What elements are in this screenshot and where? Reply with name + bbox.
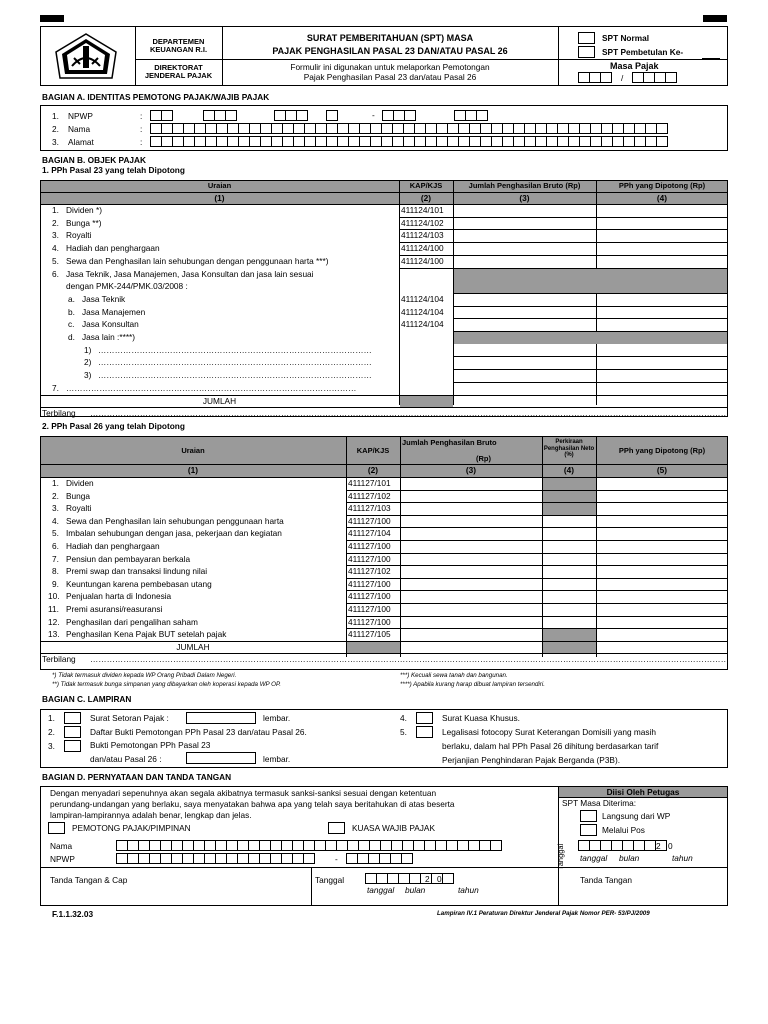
date-year-label: tahun [458,885,479,895]
pph26-neto-gray [543,629,596,641]
footnote-1: *) Tidak termasuk dividen kepada WP Orang Pribadi Dalam Negeri. [52,672,237,679]
pph23-row-label: Jasa Konsultan [82,319,139,330]
pph23-row-kap: 411124/101 [401,205,444,215]
npwp-input-group-6[interactable] [454,110,487,121]
lampiran-1-num: 1. [48,713,55,723]
pph23-col-header: Jumlah Penghasilan Bruto (Rp) [468,181,581,190]
spt-normal-label: SPT Normal [602,33,650,43]
pph26-total-label: JUMLAH [176,641,210,652]
pph23-row-label: Jasa Teknik [82,293,126,304]
masa-pajak-month-input[interactable] [578,72,611,83]
lampiran-ssp-checkbox[interactable] [64,712,81,724]
pph26-row-num: 8. [52,566,59,577]
pph23-row-label: dengan PMK-244/PMK.03/2008 : [66,281,188,292]
pph26-row-kap: 411127/100 [348,553,391,564]
pph26-row-label: Hadiah dan penghargaan [66,541,160,551]
statement-line-2: perundang-undangan yang berlaku, saya menyatakan bahwa apa yang telah saya beritahukan di atas beserta [50,799,455,809]
npwp-input-group-4[interactable] [326,110,337,121]
dept-label-1: DEPARTEMEN [152,37,205,46]
footnote-4: ****) Apabila kurang harap dibuat lampiran tersendiri. [400,681,545,688]
section-a-num: 2. [52,124,59,134]
pph23-col-number: (1) [214,193,225,203]
pph23-row-num: 3) [84,370,92,381]
pph23-row-label: Royalti [66,230,92,241]
pph26-row-label: Penjualan harta di Indonesia [66,591,172,602]
pph26-terbilang-dots[interactable]: …………………………………………………………………………………………………………………………………………………………………………………………………………… [90,654,729,665]
form-title-1: SURAT PEMBERITAHUAN (SPT) MASA [306,33,474,43]
pph23-row-num: 1) [84,344,92,355]
lampiran-domisili-label-3: Perjanjian Penghindaran Pajak Berganda (P3B). [442,755,621,765]
pph23-col-number: (2) [420,193,432,203]
pph26-row-kap: 411127/100 [348,541,391,551]
pph23-subtitle: 1. PPh Pasal 23 yang telah Dipotong [42,165,185,175]
lampiran-ssp-lembar: lembar. [263,713,291,723]
sign-npwp-label: NPWP [50,854,75,864]
pph26-row-label: Premi asuransi/reasuransi [66,604,163,614]
sign-npwp-input-1[interactable] [116,853,314,864]
form-code: F.1.1.32.03 [52,909,94,919]
pph23-row-label: Jasa Teknik, Jasa Manajemen, Jasa Konsultan dan jasa lain sesuai [66,268,314,279]
pph26-row-label: Keuntungan karena pembebasan utang [66,578,212,589]
pph23-terbilang-dots[interactable]: …………………………………………………………………………………………………………………………………………………………………………………………………………… [90,408,729,419]
section-a-colon: : [140,124,143,134]
pph23-gray-block-2 [454,332,727,344]
petugas-day-label: tanggal [580,853,608,863]
pph26-col-number: (5) [656,465,668,475]
lampiran-bukti-lembar: lembar. [263,754,291,764]
date-day-label: tanggal [367,885,395,895]
pph26-col-number: (2) [367,465,379,475]
pph26-neto-gray [543,491,596,503]
pph26-row-label: Penghasilan dari pengalihan saham [66,616,198,627]
pph23-row-label: Hadiah dan penghargaan [66,243,160,254]
spt-diterima-label: SPT Masa Diterima: [562,798,637,808]
pph23-row-num: 2. [52,217,59,228]
date-month-label: bulan [405,885,426,895]
pph26-neto-gray [543,478,596,490]
pph26-col-number: (3) [465,465,477,475]
lampiran-daftar-checkbox[interactable] [64,726,81,738]
pph26-table [40,436,728,670]
pph26-col-header-pph: PPh yang Dipotong (Rp) [618,446,706,455]
spt-normal-checkbox[interactable] [578,32,595,44]
petugas-year-label: tahun [672,853,693,863]
section-b-title: BAGIAN B. OBJEK PAJAK [42,155,147,165]
lampiran-footer: Lampiran IV.1 Peraturan Direktur Jenderal Pajak Nomor PER- 53/PJ/2009 [437,910,650,917]
dir-label-1: DIREKTORAT [154,63,203,72]
lampiran-bukti-checkbox[interactable] [64,740,81,752]
pph26-neto-gray [543,503,596,515]
statement-line-3: lampiran-lampirannya adalah benar, lengkap dan jelas. [50,810,252,820]
pph26-row-kap: 411127/100 [348,604,391,614]
nama-input[interactable] [150,123,667,134]
pph23-row-label: Bunga **) [66,217,102,228]
pph26-col-header-uraian: Uraian [181,446,205,455]
pph26-row-label: Dividen [66,478,94,488]
pph23-row-num: c. [68,319,75,330]
pph26-col-header-kap: KAP/KJS [356,446,390,455]
section-a-label: Nama [68,124,91,134]
pph23-gray-block-1 [454,269,727,293]
pph26-row-kap: 411127/104 [348,528,391,539]
masa-pajak-slash: / [621,73,624,83]
pph23-row-kap: 411124/100 [401,243,444,254]
pph26-row-label: Penghasilan Kena Pajak BUT setelah pajak [66,629,227,640]
pph26-row-label: Sewa dan Penghasilan lain sehubungan penggunaan harta [66,515,284,526]
petugas-digit-2: 2 [656,841,661,851]
pemotong-checkbox[interactable] [48,822,65,834]
form-title-2: PAJAK PENGHASILAN PASAL 23 DAN/ATAU PASAL 26 [272,46,508,56]
pph26-row-num: 9. [52,578,59,589]
pph23-col-header: KAP/KJS [409,181,443,190]
corner-mark-left [40,15,64,22]
pph26-col-header-neto: Perkiraan Penghasilan Neto (%) [543,439,595,459]
section-a-label: Alamat [68,137,94,147]
pph23-row-num: d. [68,332,75,342]
langsung-label: Langsung dari WP [602,811,671,821]
lampiran-domisili-label-1: Legalisasi fotocopy Surat Keterangan Domisili yang masih [442,727,656,737]
pph26-row-kap: 411127/102 [348,490,391,501]
pph23-row-label: Dividen *) [66,205,102,215]
lampiran-bukti-label-1: Bukti Pemotongan PPh Pasal 23 [90,740,211,750]
pph23-row-label: …………………………………………………………………………………………… [66,382,357,393]
pph23-row-label: Jasa Manajemen [82,306,146,317]
lampiran-2-num: 2. [48,727,55,737]
petugas-title: Diisi Oleh Petugas [606,787,680,797]
statement-line-1: Dengan menyadari sepenuhnya akan segala akibatnya termasuk sanksi-sanksi sesuai dengan ketentuan [50,788,437,798]
petugas-date-input[interactable] [578,840,666,851]
lampiran-ssp-label: Surat Setoran Pajak : [90,713,169,723]
pph26-row-kap: 411127/101 [348,478,391,488]
npwp-dash: - [372,110,375,120]
pph23-row-kap: 411124/104 [401,293,444,304]
lampiran-3-num: 3. [48,741,55,751]
pph26-row-kap: 411127/100 [348,515,391,526]
pph23-row-label: Jasa lain :****) [82,332,136,342]
pph23-row-num: 2) [84,357,92,368]
pph26-row-kap: 411127/102 [348,566,391,577]
pph23-col-number: (4) [656,193,668,203]
pph23-row-num: 3. [52,230,59,241]
pph26-total-kap-gray [347,642,400,654]
pph23-row-kap: 411124/104 [401,319,444,330]
pph23-row-num: a. [68,293,75,304]
petugas-ttd-label: Tanda Tangan [580,875,632,885]
pph26-row-label: Pensiun dan pembayaran berkala [66,553,191,564]
pph23-col-header: Uraian [207,181,232,190]
kuasa-checkbox[interactable] [328,822,345,834]
pph26-row-num: 7. [52,553,59,564]
spt-pembetulan-checkbox[interactable] [578,46,595,58]
pph26-row-label: Royalti [66,503,92,514]
sign-npwp-input-2[interactable] [346,853,412,864]
pph26-col-header-bruto: Jumlah Penghasilan Bruto [402,438,497,447]
ministry-logo [50,32,122,80]
pph26-row-num: 10. [48,591,60,602]
pph23-terbilang-label: Terbilang [42,408,76,419]
pph26-row-kap: 411127/100 [348,616,391,627]
pos-label: Melalui Pos [602,825,645,835]
lampiran-5-num: 5. [400,727,407,737]
lampiran-domisili-checkbox[interactable] [416,726,433,738]
pph23-total-kap-gray [400,396,453,408]
section-d-title: BAGIAN D. PERNYATAAN DAN TANDA TANGAN [42,772,232,782]
pph23-row-num: 5. [52,255,59,266]
tanggal-label: Tanggal [315,875,345,885]
pph26-col-number: (4) [563,465,575,475]
lampiran-4-num: 4. [400,713,407,723]
pph23-row-kap: 411124/100 [401,255,444,266]
sign-name-input[interactable] [116,840,501,851]
pph26-col-number: (1) [187,465,199,475]
sign-npwp-dash: - [335,854,338,864]
dir-label-2: JENDERAL PAJAK [144,71,213,80]
footnote-3: ***) Kecuali sewa tanah dan bangunan. [400,672,508,679]
pph26-row-num: 4. [52,515,59,526]
langsung-checkbox[interactable] [580,810,597,822]
pph23-row-kap: 411124/104 [401,306,444,317]
pemotong-label: PEMOTONG PAJAK/PIMPINAN [72,823,191,833]
pph23-row-label: ……………………………………………………………………………………… [98,344,372,355]
pph26-col-header-rp: (Rp) [476,454,491,463]
section-a-num: 1. [52,111,59,121]
pph26-row-kap: 411127/105 [348,629,391,640]
pph26-row-kap: 411127/100 [348,591,391,602]
pph23-col-number: (3) [519,193,530,203]
pph23-row-label: ……………………………………………………………………………………… [98,370,372,381]
lampiran-bukti-count-input[interactable] [186,752,256,764]
pph26-row-num: 13. [48,629,60,640]
pph26-row-kap: 411127/100 [348,578,391,589]
npwp-input-group-3[interactable] [274,110,307,121]
date-digit-0: 0 [437,874,442,884]
pph23-total-label: JUMLAH [202,395,237,406]
pph26-row-num: 12. [48,616,60,627]
pph23-row-num: 1. [52,205,59,215]
pph26-row-num: 2. [52,490,59,501]
form-subtitle-1: Formulir ini digunakan untuk melaporkan Pemotongan [290,62,490,72]
petugas-digit-0: 0 [668,841,673,851]
pph26-row-num: 6. [52,541,59,551]
pph23-row-num: 4. [52,243,59,254]
lampiran-domisili-label-2: berlaku, dalam hal PPh Pasal 26 dihitung berdasarkan tarif [442,741,659,751]
pph26-terbilang-label: Terbilang [42,654,76,665]
pph26-row-num: 5. [52,528,59,539]
section-a-colon: : [140,111,143,121]
masa-pajak-label: Masa Pajak [610,61,659,71]
pph23-row-kap: 411124/103 [401,230,444,241]
form-subtitle-2: Pajak Penghasilan Pasal 23 dan/atau Pasal 26 [303,72,477,82]
kuasa-label: KUASA WAJIB PAJAK [352,823,435,833]
pph23-row-num: b. [68,306,75,317]
date-digit-2: 2 [425,874,430,884]
section-a-label: NPWP [68,111,93,121]
lampiran-kuasa-label: Surat Kuasa Khusus. [442,713,520,723]
pph23-row-label: ……………………………………………………………………………………… [98,357,372,368]
spt-pembetulan-label: SPT Pembetulan Ke- [602,47,684,57]
petugas-tanggal-label: Tanggal [556,843,565,870]
section-a-num: 3. [52,137,59,147]
pph26-total-neto-gray [543,642,596,654]
pph23-row-label: Sewa dan Penghasilan lain sehubungan dengan penggunaan harta ***) [66,255,329,266]
pph26-row-label: Bunga [66,490,90,501]
pph23-row-num: 6. [52,268,59,279]
section-a-title: BAGIAN A. IDENTITAS PEMOTONG PAJAK/WAJIB PAJAK [42,92,270,102]
lampiran-bukti-label-2: dan/atau Pasal 26 : [90,754,162,764]
sign-name-label: Nama [50,841,73,851]
corner-mark-right [703,15,727,22]
pph26-row-num: 11. [48,604,59,614]
pph26-row-label: Premi swap dan transaksi lindung nilai [66,566,208,577]
masa-pajak-year-input[interactable] [632,72,676,83]
pph23-col-header: PPh yang Dipotong (Rp) [618,181,706,190]
pos-checkbox[interactable] [580,824,597,836]
pph26-row-num: 1. [52,478,59,488]
lampiran-ssp-count-input[interactable] [186,712,256,724]
pph26-row-kap: 411127/103 [348,503,391,514]
ttd-cap-label: Tanda Tangan & Cap [50,875,128,885]
npwp-input-group-1[interactable] [150,110,172,121]
npwp-input-group-2[interactable] [203,110,236,121]
lampiran-daftar-label: Daftar Bukti Pemotongan PPh Pasal 23 dan/atau Pasal 26. [90,727,307,737]
lampiran-kuasa-checkbox[interactable] [416,712,433,724]
petugas-month-label: bulan [619,853,640,863]
footnote-2: **) Tidak termasuk bunga simpanan yang dibayarkan oleh koperasi kepada WP OP. [52,681,282,688]
section-a-colon: : [140,137,143,147]
pph23-row-num: 7. [52,382,59,393]
pph26-subtitle: 2. PPh Pasal 26 yang telah Dipotong [42,421,185,431]
pph26-row-num: 3. [52,503,59,514]
pph26-row-label: Imbalan sehubungan dengan jasa, pekerjaan dan kegiatan [66,528,282,539]
dept-label-2: KEUANGAN R.I. [149,45,208,54]
section-c-title: BAGIAN C. LAMPIRAN [42,694,132,704]
pph23-table [40,180,728,417]
alamat-input[interactable] [150,136,667,147]
npwp-input-group-5[interactable] [382,110,415,121]
pph23-row-kap: 411124/102 [401,217,444,228]
